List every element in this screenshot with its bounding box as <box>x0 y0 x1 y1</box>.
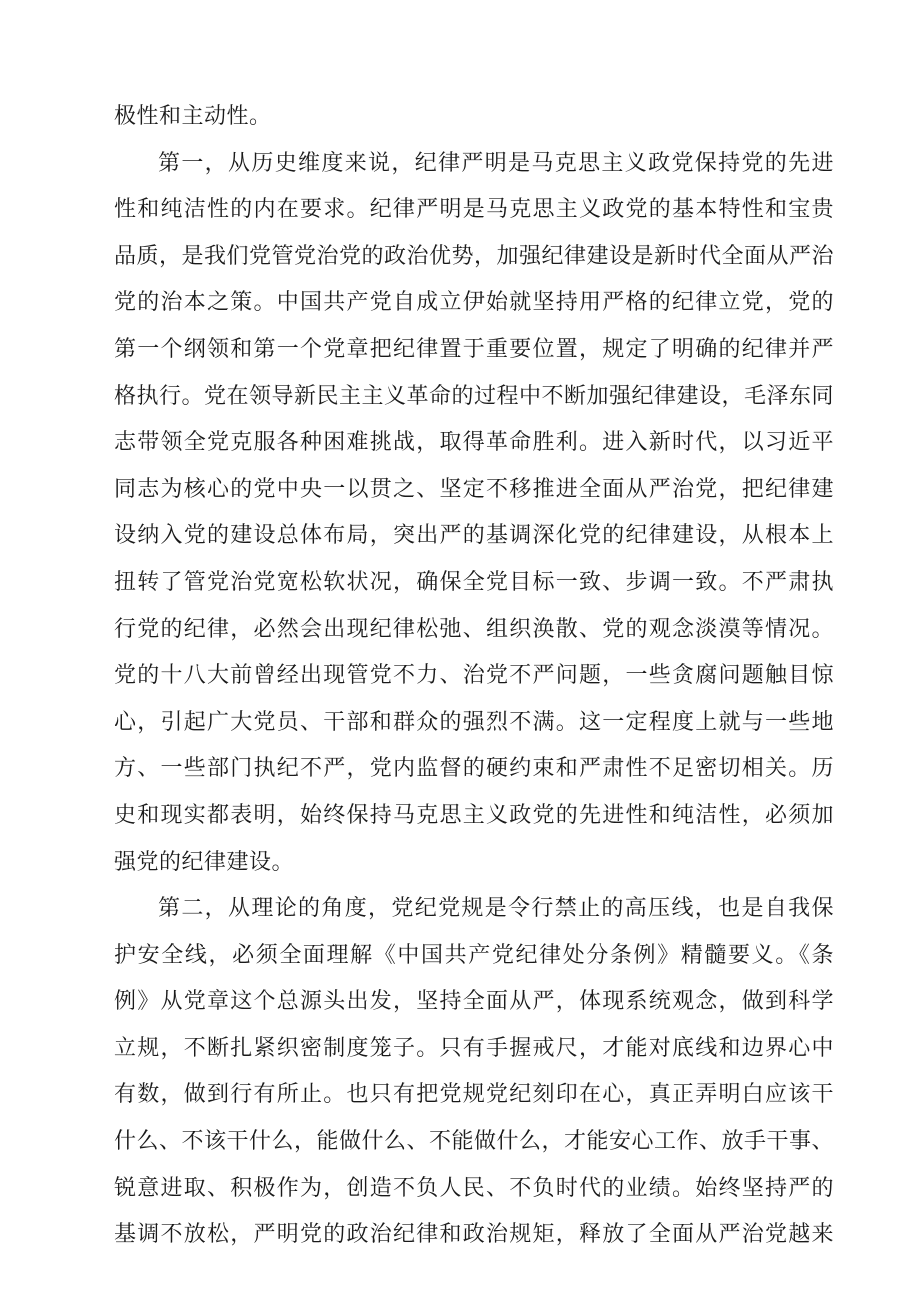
text-line: 心，引起广大党员、干部和群众的强烈不满。这一定程度上就与一些地 <box>114 709 834 735</box>
text-line: 什么、不该干什么，能做什么、不能做什么，才能安心工作、放手干事、 <box>114 1129 835 1155</box>
text-line: 护安全线，必须全面理解《中国共产党纪律处分条例》精髓要义。《条 <box>114 942 834 968</box>
body-text <box>114 94 834 1259</box>
text-line: 格执行。党在领导新民主主义革命的过程中不断加强纪律建设，毛泽东同 <box>114 383 835 409</box>
text-line: 扭转了管党治党宽松软状况，确保全党目标一致、步调一致。不严肃执 <box>114 569 834 595</box>
text-line: 同志为核心的党中央一以贯之、坚定不移推进全面从严治党，把纪律建 <box>114 476 834 502</box>
text-line: 立规，不断扎紧织密制度笼子。只有手握戒尺，才能对底线和边界心中 <box>114 1035 834 1061</box>
text-line: 第二，从理论的角度，党纪党规是令行禁止的高压线，也是自我保 <box>158 896 834 922</box>
text-line: 方、一些部门执纪不严，党内监督的硬约束和严肃性不足密切相关。历 <box>114 756 834 782</box>
text-line: 党的十八大前曾经出现管党不力、治党不严问题，一些贪腐问题触目惊 <box>114 663 834 689</box>
text-line: 第一个纲领和第一个党章把纪律置于重要位置，规定了明确的纪律并严 <box>114 336 834 362</box>
text-line: 行党的纪律，必然会出现纪律松弛、组织涣散、党的观念淡漠等情况。 <box>114 616 834 642</box>
text-line: 第一，从历史维度来说，纪律严明是马克思主义政党保持党的先进 <box>158 150 834 176</box>
text-line: 志带领全党克服各种困难挑战，取得革命胜利。进入新时代，以习近平 <box>114 430 834 456</box>
text-line: 例》从党章这个总源头出发，坚持全面从严，体现系统观念，做到科学 <box>114 989 834 1015</box>
text-line: 设纳入党的建设总体布局，突出严的基调深化党的纪律建设，从根本上 <box>114 523 834 549</box>
text-line: 史和现实都表明，始终保持马克思主义政党的先进性和纯洁性，必须加 <box>114 802 834 828</box>
text-line: 锐意进取、积极作为，创造不负人民、不负时代的业绩。始终坚持严的 <box>114 1175 834 1201</box>
text-line: 基调不放松，严明党的政治纪律和政治规矩，释放了全面从严治党越来 <box>114 1222 834 1248</box>
text-line: 极性和主动性。 <box>114 104 272 129</box>
text-line: 强党的纪律建设。 <box>114 849 295 875</box>
text-line: 品质，是我们党管党治党的政治优势，加强纪律建设是新时代全面从严治 <box>114 243 835 269</box>
text-line: 有数，做到行有所止。也只有把党规党纪刻印在心，真正弄明白应该干 <box>114 1082 834 1108</box>
text-line: 性和纯洁性的内在要求。纪律严明是马克思主义政党的基本特性和宝贵 <box>114 197 834 223</box>
text-line: 党的治本之策。中国共产党自成立伊始就坚持用严格的纪律立党，党的 <box>114 290 834 316</box>
